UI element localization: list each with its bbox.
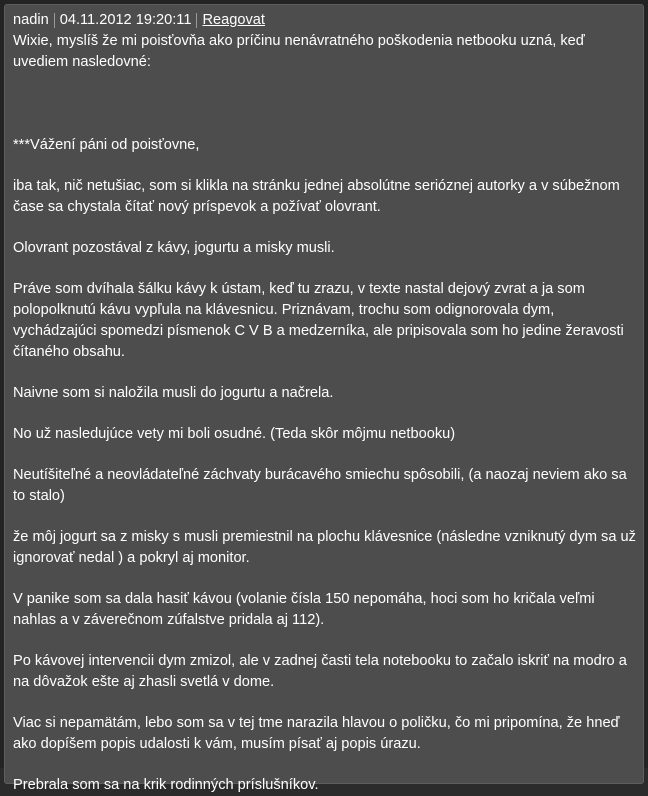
meta-divider bbox=[196, 13, 197, 28]
comment-paragraph: Po kávovej intervencii dym zmizol, ale v zadnej časti tela notebooku to začalo iskriť na modro a na dôvažok ešte aj zhasli svetlá v dome. bbox=[13, 653, 627, 690]
comment-meta bbox=[13, 9, 636, 31]
comment-paragraph: Naivne som si naložila musli do jogurtu a načrela. bbox=[13, 385, 334, 401]
comment-paragraph: V panike som sa dala hasiť kávou (volanie čísla 150 nepomáha, hoci som ho kričala veľmi nahlas a v záverečnom zúfalstve pridala aj 112). bbox=[13, 591, 595, 628]
meta-divider bbox=[54, 13, 55, 28]
comment-timestamp: 04.11.2012 19:20:11 bbox=[59, 12, 192, 28]
comment-paragraph: Prebrala som sa na krik rodinných príslušníkov. bbox=[13, 777, 319, 793]
comment-paragraph: Práve som dvíhala šálku kávy k ústam, keď tu zrazu, v texte nastal dejový zvrat a ja som polopolknutú kávu vypľula na klávesnicu. Priznávam, trochu som odignorovala dym, vychádzajúci spomedzi písmenok C V B a medzerníka, ale pripisovala som ho jedine žeravosti čítaného obsahu. bbox=[13, 281, 624, 360]
reply-link[interactable]: Reagovat bbox=[202, 12, 265, 28]
comment-paragraph: iba tak, nič netušiac, som si klikla na stránku jednej absolútne serióznej autorky a v súbežnom čase sa chystala čítať nový príspevok a požívať olovrant. bbox=[13, 178, 620, 215]
comment-box bbox=[4, 4, 644, 793]
comment-author: nadin bbox=[13, 12, 49, 28]
comment-paragraph: Wixie, myslíš že mi poisťovňa ako príčinu nenávratného poškodenia netbooku uzná, keď uvediem nasledovné: bbox=[13, 33, 585, 70]
comment-paragraph: Neutíšiteľné a neovládateľné záchvaty burácavého smiechu spôsobili, (a naozaj neviem ako sa to stalo) bbox=[13, 467, 627, 504]
comment-paragraph: Viac si nepamätám, lebo som sa v tej tme narazila hlavou o poličku, čo mi pripomína, že hneď ako dopíšem popis udalosti k vám, musím písať aj popis úrazu. bbox=[13, 715, 620, 752]
comment-paragraph: No už nasledujúce vety mi boli osudné. (Teda skôr môjmu netbooku) bbox=[13, 426, 456, 442]
comment-paragraph: že môj jogurt sa z misky s musli premiestnil na plochu klávesnice (následne vzniknutý dym sa už ignorovať nedal ) a pokryl aj monitor. bbox=[13, 529, 636, 566]
comment-paragraph: Olovrant pozostával z kávy, jogurtu a misky musli. bbox=[13, 240, 335, 256]
comment-paragraph: ***Vážení páni od poisťovne, bbox=[13, 137, 200, 153]
comment-body bbox=[13, 31, 636, 796]
